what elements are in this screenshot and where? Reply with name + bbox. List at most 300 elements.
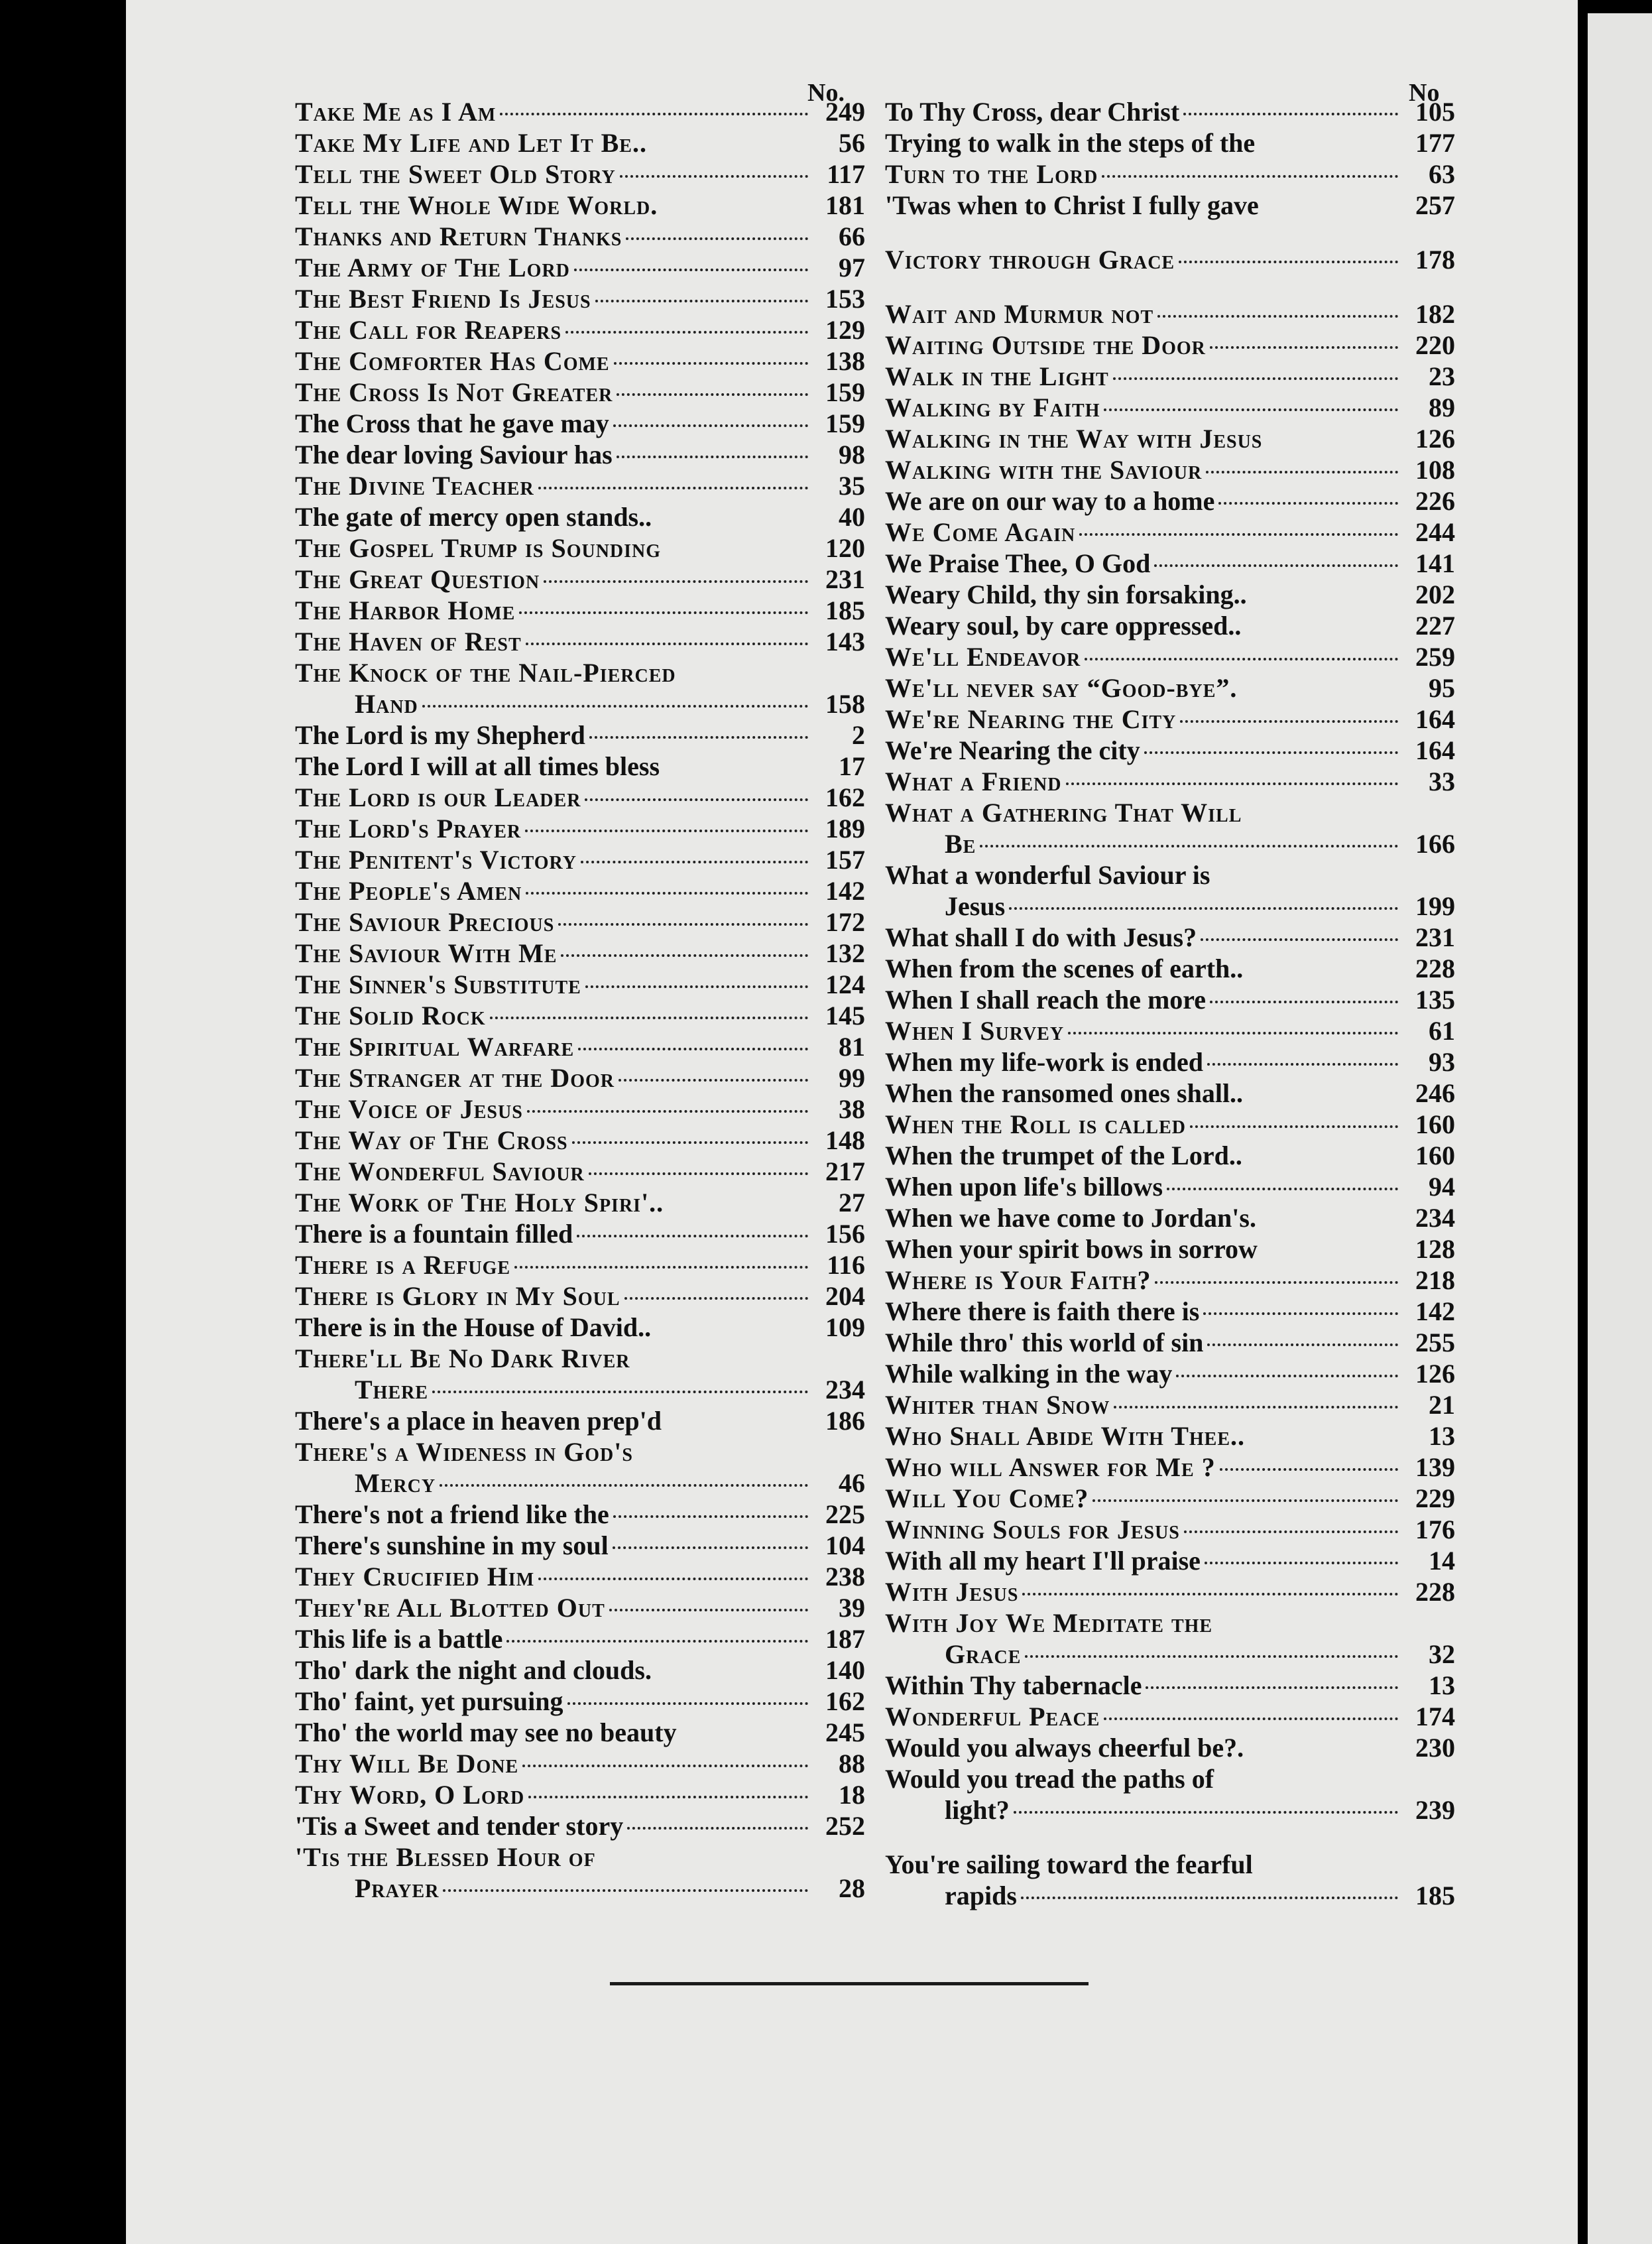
- hymn-number: 185: [825, 595, 865, 625]
- hymn-number: 226: [1415, 486, 1455, 516]
- entry-title: The Lord's Prayer: [295, 814, 522, 843]
- leader-dots: [1180, 720, 1398, 723]
- index-entry: [295, 127, 865, 158]
- entry-title-continuation: Prayer: [355, 1873, 440, 1903]
- leader-dots: [544, 580, 808, 583]
- index-entry: [885, 1389, 1455, 1420]
- entry-title: When the trumpet of the Lord..: [885, 1141, 1242, 1170]
- hymn-number: 164: [1415, 704, 1455, 734]
- index-entry: [885, 1046, 1455, 1078]
- leader-dots: [613, 1546, 808, 1549]
- index-entry: [885, 190, 1455, 221]
- hymn-number: 159: [825, 408, 865, 438]
- hymn-number: 174: [1415, 1702, 1455, 1731]
- entry-title: We Praise Thee, O God: [885, 548, 1151, 578]
- leader-dots: [1207, 1343, 1398, 1346]
- index-entry: [885, 1265, 1455, 1296]
- leader-dots: [528, 1796, 808, 1798]
- entry-title: While thro' this world of sin: [885, 1328, 1204, 1357]
- index-entry: [295, 564, 865, 595]
- index-entry: [295, 1218, 865, 1249]
- entry-title: Wait and Murmur not: [885, 299, 1154, 329]
- leader-dots: [627, 1827, 808, 1830]
- leader-dots: [626, 237, 808, 240]
- entry-title-continuation: Grace: [945, 1639, 1022, 1669]
- index-entry: [295, 439, 865, 470]
- hymn-number: 116: [827, 1250, 865, 1280]
- leader-dots: [595, 300, 808, 302]
- leader-dots: [565, 331, 808, 334]
- hymn-number: 204: [825, 1281, 865, 1311]
- leader-dots: [585, 985, 808, 988]
- leader-dots: [1025, 1655, 1398, 1658]
- entry-title: Turn to the Lord: [885, 159, 1098, 189]
- entry-title: Weary Child, thy sin forsaking..: [885, 580, 1247, 609]
- entry-title-continuation: Mercy: [355, 1468, 436, 1498]
- leader-dots: [624, 1297, 808, 1300]
- entry-title: There is Glory in My Soul: [295, 1281, 620, 1311]
- hymn-number: 17: [839, 751, 865, 781]
- hymn-number: 231: [1415, 922, 1455, 952]
- entry-title: They're All Blotted Out: [295, 1593, 605, 1623]
- entry-title: The Solid Rock: [295, 1001, 486, 1030]
- index-entry: [295, 938, 865, 969]
- index-entry: [295, 1717, 865, 1748]
- index-entry: [295, 875, 865, 906]
- index-entry: [885, 1327, 1455, 1358]
- leader-dots: [1079, 533, 1398, 536]
- entry-title: Tell the Sweet Old Story: [295, 159, 616, 189]
- index-entry: [885, 1732, 1455, 1763]
- index-entry: [295, 1249, 865, 1280]
- index-entry: [885, 766, 1455, 797]
- index-entry: [295, 1654, 865, 1686]
- hymn-number: 132: [825, 938, 865, 968]
- entry-title: 'Twas when to Christ I fully gave: [885, 190, 1259, 220]
- entry-title: The Stranger at the Door: [295, 1063, 615, 1093]
- right-column-number-header: No: [1409, 79, 1440, 107]
- entry-title: The Work of The Holy Spiri'..: [295, 1188, 664, 1217]
- entry-title: Would you tread the paths of: [885, 1764, 1214, 1794]
- hymn-number: 135: [1415, 985, 1455, 1015]
- index-entry: [885, 1171, 1455, 1202]
- leader-dots: [609, 1609, 808, 1611]
- leader-dots: [1184, 1530, 1398, 1533]
- entry-title: Where is Your Faith?: [885, 1265, 1151, 1295]
- entry-title: Tho' the world may see no beauty: [295, 1717, 677, 1747]
- entry-title: The Lord is our Leader: [295, 782, 581, 812]
- hymn-number: 186: [825, 1406, 865, 1436]
- entry-title: What a Gathering That Will: [885, 798, 1242, 828]
- index-entry: [885, 330, 1455, 361]
- entry-title: The Call for Reapers: [295, 315, 562, 345]
- index-entry: [885, 485, 1455, 517]
- entry-title: You're sailing toward the fearful: [885, 1849, 1253, 1879]
- entry-title: Take Me as I Am: [295, 97, 497, 127]
- index-entry: [885, 735, 1455, 766]
- entry-title: Take My Life and Let It Be..: [295, 128, 647, 158]
- entry-title: We are on our way to a home: [885, 486, 1215, 516]
- leader-dots: [490, 1017, 808, 1019]
- leader-dots: [527, 1110, 808, 1113]
- leader-dots: [443, 1889, 808, 1892]
- hymn-number: 159: [825, 377, 865, 407]
- hymn-number: 95: [1429, 673, 1455, 703]
- leader-dots: [1144, 751, 1398, 754]
- hymn-number: 153: [825, 284, 865, 314]
- hymn-number: 129: [825, 315, 865, 345]
- leader-dots: [1179, 261, 1398, 263]
- entry-title: The Saviour With Me: [295, 938, 558, 968]
- index-entry: [885, 984, 1455, 1015]
- index-entry: [295, 1499, 865, 1530]
- index-entry: [885, 1420, 1455, 1452]
- hymn-number: 13: [1429, 1670, 1455, 1700]
- hymn-number: 39: [839, 1593, 865, 1623]
- entry-title: The Voice of Jesus: [295, 1094, 523, 1124]
- index-entry: [885, 361, 1455, 392]
- entry-title-continuation: rapids: [945, 1881, 1017, 1910]
- entry-title: Thy Word, O Lord: [295, 1780, 525, 1810]
- entry-title: The Divine Teacher: [295, 471, 534, 501]
- entry-title: The Great Question: [295, 564, 540, 594]
- leader-dots: [574, 269, 808, 271]
- hymn-number: 245: [825, 1717, 865, 1747]
- index-entry: [295, 1187, 865, 1218]
- leader-dots: [585, 798, 808, 801]
- entry-title: Who Shall Abide With Thee..: [885, 1421, 1246, 1451]
- hymn-number: 249: [825, 97, 865, 127]
- index-entry: [295, 906, 865, 938]
- entry-title: When upon life's billows: [885, 1172, 1163, 1202]
- hymn-number: 176: [1415, 1515, 1455, 1544]
- entry-title: While walking in the way: [885, 1359, 1173, 1389]
- index-entry: [295, 1405, 865, 1436]
- section-gap: [885, 221, 1455, 244]
- hymn-number: 259: [1415, 642, 1455, 672]
- hymn-number: 18: [839, 1780, 865, 1810]
- leader-dots: [1210, 1001, 1398, 1003]
- hymn-number: 94: [1429, 1172, 1455, 1202]
- hymn-number: 187: [825, 1624, 865, 1654]
- hymn-number: 40: [839, 502, 865, 532]
- entry-title: When I Survey: [885, 1016, 1065, 1046]
- leader-dots: [1157, 315, 1398, 318]
- hymn-number: 157: [825, 845, 865, 875]
- hymn-number: 33: [1429, 767, 1455, 796]
- hymn-number: 139: [1415, 1452, 1455, 1482]
- index-entry: [295, 532, 865, 564]
- hymn-number: 89: [1429, 393, 1455, 422]
- leader-dots: [1207, 1063, 1398, 1066]
- index-entry: [885, 1576, 1455, 1607]
- leader-dots: [1154, 564, 1398, 567]
- entry-title: Winning Souls for Jesus: [885, 1515, 1180, 1544]
- index-entry: [885, 797, 1455, 859]
- entry-title: What shall I do with Jesus?: [885, 922, 1197, 952]
- index-entry: [295, 470, 865, 501]
- index-entry: [295, 719, 865, 751]
- leader-dots: [1114, 1406, 1398, 1408]
- hymn-number: 246: [1415, 1078, 1455, 1108]
- index-entry: [295, 1686, 865, 1717]
- index-entry: [885, 1701, 1455, 1732]
- right-entry-list: [885, 96, 1455, 1911]
- entry-title: Tell the Whole Wide World.: [295, 190, 658, 220]
- hymn-number: 166: [1415, 829, 1455, 859]
- hymn-number: 234: [825, 1375, 865, 1404]
- entry-title: 'Tis the Blessed Hour of: [295, 1842, 596, 1872]
- leader-dots: [525, 830, 808, 832]
- entry-title: Wonderful Peace: [885, 1702, 1100, 1731]
- hymn-number: 108: [1415, 455, 1455, 485]
- hymn-number: 244: [1415, 517, 1455, 547]
- leader-dots: [506, 1640, 808, 1643]
- hymn-number: 231: [825, 564, 865, 594]
- index-entry: [295, 1841, 865, 1904]
- index-entry: [885, 244, 1455, 275]
- index-entry: [885, 579, 1455, 610]
- hymn-number: 105: [1415, 97, 1455, 127]
- hymn-number: 160: [1415, 1141, 1455, 1170]
- index-entry: [295, 1031, 865, 1062]
- entry-title: We're Nearing the City: [885, 704, 1177, 734]
- index-entry: [295, 1623, 865, 1654]
- entry-title: Waiting Outside the Door: [885, 330, 1206, 360]
- index-entry: [295, 813, 865, 844]
- leader-dots: [538, 487, 808, 489]
- index-entry: [295, 96, 865, 127]
- index-entry: [295, 283, 865, 314]
- hymn-number: 142: [825, 876, 865, 906]
- index-entry: [885, 517, 1455, 548]
- index-entry: [295, 969, 865, 1000]
- leader-dots: [1176, 1375, 1398, 1377]
- hymn-number: 181: [825, 190, 865, 220]
- hymn-number: 217: [825, 1156, 865, 1186]
- entry-title: We Come Again: [885, 517, 1076, 547]
- leader-dots: [617, 393, 808, 396]
- leader-dots: [577, 1235, 808, 1237]
- index-entry: [295, 408, 865, 439]
- leader-dots: [1102, 175, 1398, 178]
- entry-title: The Sinner's Substitute: [295, 969, 581, 999]
- index-entry: [295, 1779, 865, 1810]
- leader-dots: [522, 1765, 808, 1767]
- leader-dots: [1205, 1562, 1398, 1564]
- entry-title: With all my heart I'll praise: [885, 1546, 1201, 1576]
- hymn-number: 229: [1415, 1483, 1455, 1513]
- index-entry: [295, 190, 865, 221]
- leader-dots: [619, 1079, 808, 1082]
- entry-title: The Penitent's Victory: [295, 845, 577, 875]
- entry-title: Walking by Faith: [885, 393, 1100, 422]
- entry-title: The Gospel Trump is Sounding: [295, 533, 662, 563]
- index-entry: [885, 1545, 1455, 1576]
- index-entry: [885, 392, 1455, 423]
- index-entry: [295, 1280, 865, 1312]
- index-entry: [885, 1358, 1455, 1389]
- hymn-number: 182: [1415, 299, 1455, 329]
- left-column-number-header: No.: [807, 79, 845, 107]
- hymn-number: 239: [1415, 1795, 1455, 1825]
- leader-dots: [567, 1702, 808, 1705]
- hymn-number: 126: [1415, 1359, 1455, 1389]
- entry-title-continuation: Be: [945, 829, 976, 859]
- entry-title: The Harbor Home: [295, 595, 516, 625]
- entry-title: The Lord I will at all times bless: [295, 751, 660, 781]
- hymn-number: 124: [825, 969, 865, 999]
- leader-dots: [614, 362, 808, 365]
- index-entry: [885, 1849, 1455, 1911]
- entry-title: There is in the House of David..: [295, 1312, 652, 1342]
- entry-title-continuation: There: [355, 1375, 429, 1404]
- index-entry: [885, 1296, 1455, 1327]
- entry-title: What a wonderful Saviour is: [885, 860, 1210, 890]
- entry-title: 'Tis a Sweet and tender story: [295, 1811, 624, 1841]
- hymn-number: 128: [1415, 1234, 1455, 1264]
- leader-dots: [526, 643, 808, 645]
- index-entry: [885, 922, 1455, 953]
- entry-title: The Saviour Precious: [295, 907, 555, 937]
- entry-title: Walk in the Light: [885, 361, 1109, 391]
- leader-dots: [1085, 658, 1398, 660]
- entry-title: Where there is faith there is: [885, 1296, 1200, 1326]
- index-entry: [295, 1748, 865, 1779]
- entry-title: The People's Amen: [295, 876, 522, 906]
- entry-title: Within Thy tabernacle: [885, 1670, 1142, 1700]
- index-entry: [885, 1452, 1455, 1483]
- hymn-number: 117: [827, 159, 865, 189]
- entry-title: Thy Will Be Done: [295, 1749, 519, 1778]
- entry-title: Would you always cheerful be?.: [885, 1733, 1244, 1763]
- leader-dots: [1155, 1281, 1398, 1284]
- entry-title: They Crucified Him: [295, 1562, 535, 1591]
- entry-title: Victory through Grace: [885, 245, 1175, 275]
- leader-dots: [514, 1266, 808, 1269]
- entry-title: With Jesus: [885, 1577, 1019, 1607]
- entry-title-continuation: light?: [945, 1795, 1010, 1825]
- hymn-number: 13: [1429, 1421, 1455, 1451]
- index-entry: [885, 953, 1455, 984]
- hymn-number: 88: [839, 1749, 865, 1778]
- entry-title: When the Roll is called: [885, 1109, 1186, 1139]
- entry-title: To Thy Cross, dear Christ: [885, 97, 1180, 127]
- hymn-number: 27: [839, 1188, 865, 1217]
- hymn-number: 162: [825, 782, 865, 812]
- hymn-number: 199: [1415, 891, 1455, 921]
- hymn-number: 156: [825, 1219, 865, 1249]
- entry-title: We're Nearing the city: [885, 735, 1140, 765]
- hymn-number: 158: [825, 689, 865, 719]
- entry-title: There is a Refuge: [295, 1250, 511, 1280]
- index-entry: [295, 1436, 865, 1499]
- entry-title: The Lord is my Shepherd: [295, 720, 585, 750]
- index-entry: [885, 704, 1455, 735]
- leader-dots: [1009, 907, 1398, 910]
- index-entry: [295, 1810, 865, 1841]
- index-entry: [885, 454, 1455, 485]
- hymn-number: 104: [825, 1530, 865, 1560]
- entry-title: Thanks and Return Thanks: [295, 221, 622, 251]
- closing-rule: [610, 1982, 1089, 1985]
- index-entry: [295, 1530, 865, 1561]
- hymn-number: 93: [1429, 1047, 1455, 1077]
- hymn-number: 35: [839, 471, 865, 501]
- index-entry: [885, 1514, 1455, 1545]
- leader-dots: [1183, 113, 1398, 115]
- entry-title: Walking with the Saviour: [885, 455, 1203, 485]
- index-entry: [295, 1000, 865, 1031]
- hymn-number: 234: [1415, 1203, 1455, 1233]
- leader-dots: [1068, 1032, 1398, 1034]
- index-entry: [885, 1607, 1455, 1670]
- hymn-number: 185: [1415, 1881, 1455, 1910]
- hymn-number: 228: [1415, 1577, 1455, 1607]
- hymn-number: 140: [825, 1655, 865, 1685]
- hymn-number: 145: [825, 1001, 865, 1030]
- leader-dots: [538, 1578, 808, 1580]
- entry-title: When I shall reach the more: [885, 985, 1207, 1015]
- section-gap: [885, 1826, 1455, 1849]
- entry-title: There's a Wideness in God's: [295, 1437, 633, 1467]
- leader-dots: [1210, 346, 1398, 349]
- hymn-number: 148: [825, 1125, 865, 1155]
- index-entry: [885, 1670, 1455, 1701]
- leader-dots: [1146, 1686, 1398, 1689]
- entry-title: There is a fountain filled: [295, 1219, 573, 1249]
- hymn-number: 252: [825, 1811, 865, 1841]
- hymn-number: 257: [1415, 190, 1455, 220]
- index-entry: [295, 751, 865, 782]
- index-entry: [295, 657, 865, 719]
- index-entry: [885, 1140, 1455, 1171]
- leader-dots: [432, 1391, 808, 1393]
- hymn-number: 238: [825, 1562, 865, 1591]
- leader-dots: [613, 424, 808, 427]
- leader-dots: [440, 1484, 808, 1487]
- index-entry: [295, 1156, 865, 1187]
- hymn-number: 21: [1429, 1390, 1455, 1420]
- leader-dots: [980, 845, 1398, 847]
- leader-dots: [519, 611, 808, 614]
- index-entry: [295, 626, 865, 657]
- leader-dots: [1014, 1811, 1398, 1814]
- index-entry: [295, 1125, 865, 1156]
- hymn-number: 126: [1415, 424, 1455, 454]
- leader-dots: [1218, 502, 1398, 505]
- leader-dots: [1113, 377, 1398, 380]
- entry-title: This life is a battle: [295, 1624, 503, 1654]
- index-entry: [885, 298, 1455, 330]
- entry-title: The Wonderful Saviour: [295, 1156, 585, 1186]
- index-entry: [885, 641, 1455, 672]
- entry-title: The Spiritual Warfare: [295, 1032, 575, 1062]
- entry-title: When we have come to Jordan's.: [885, 1203, 1256, 1233]
- entry-title-continuation: Hand: [355, 689, 418, 719]
- entry-title: When the ransomed ones shall..: [885, 1078, 1244, 1108]
- hymn-number: 46: [839, 1468, 865, 1498]
- hymn-number: 38: [839, 1094, 865, 1124]
- leader-dots: [1104, 408, 1398, 411]
- entry-title: We'll never say “Good-bye”.: [885, 673, 1238, 703]
- entry-title: With Joy We Meditate the: [885, 1608, 1213, 1638]
- hymn-number: 178: [1415, 245, 1455, 275]
- index-entry: [295, 1343, 865, 1405]
- leader-dots: [1203, 1312, 1398, 1315]
- entry-title: The Best Friend Is Jesus: [295, 284, 591, 314]
- entry-title: The Cross that he gave may: [295, 408, 609, 438]
